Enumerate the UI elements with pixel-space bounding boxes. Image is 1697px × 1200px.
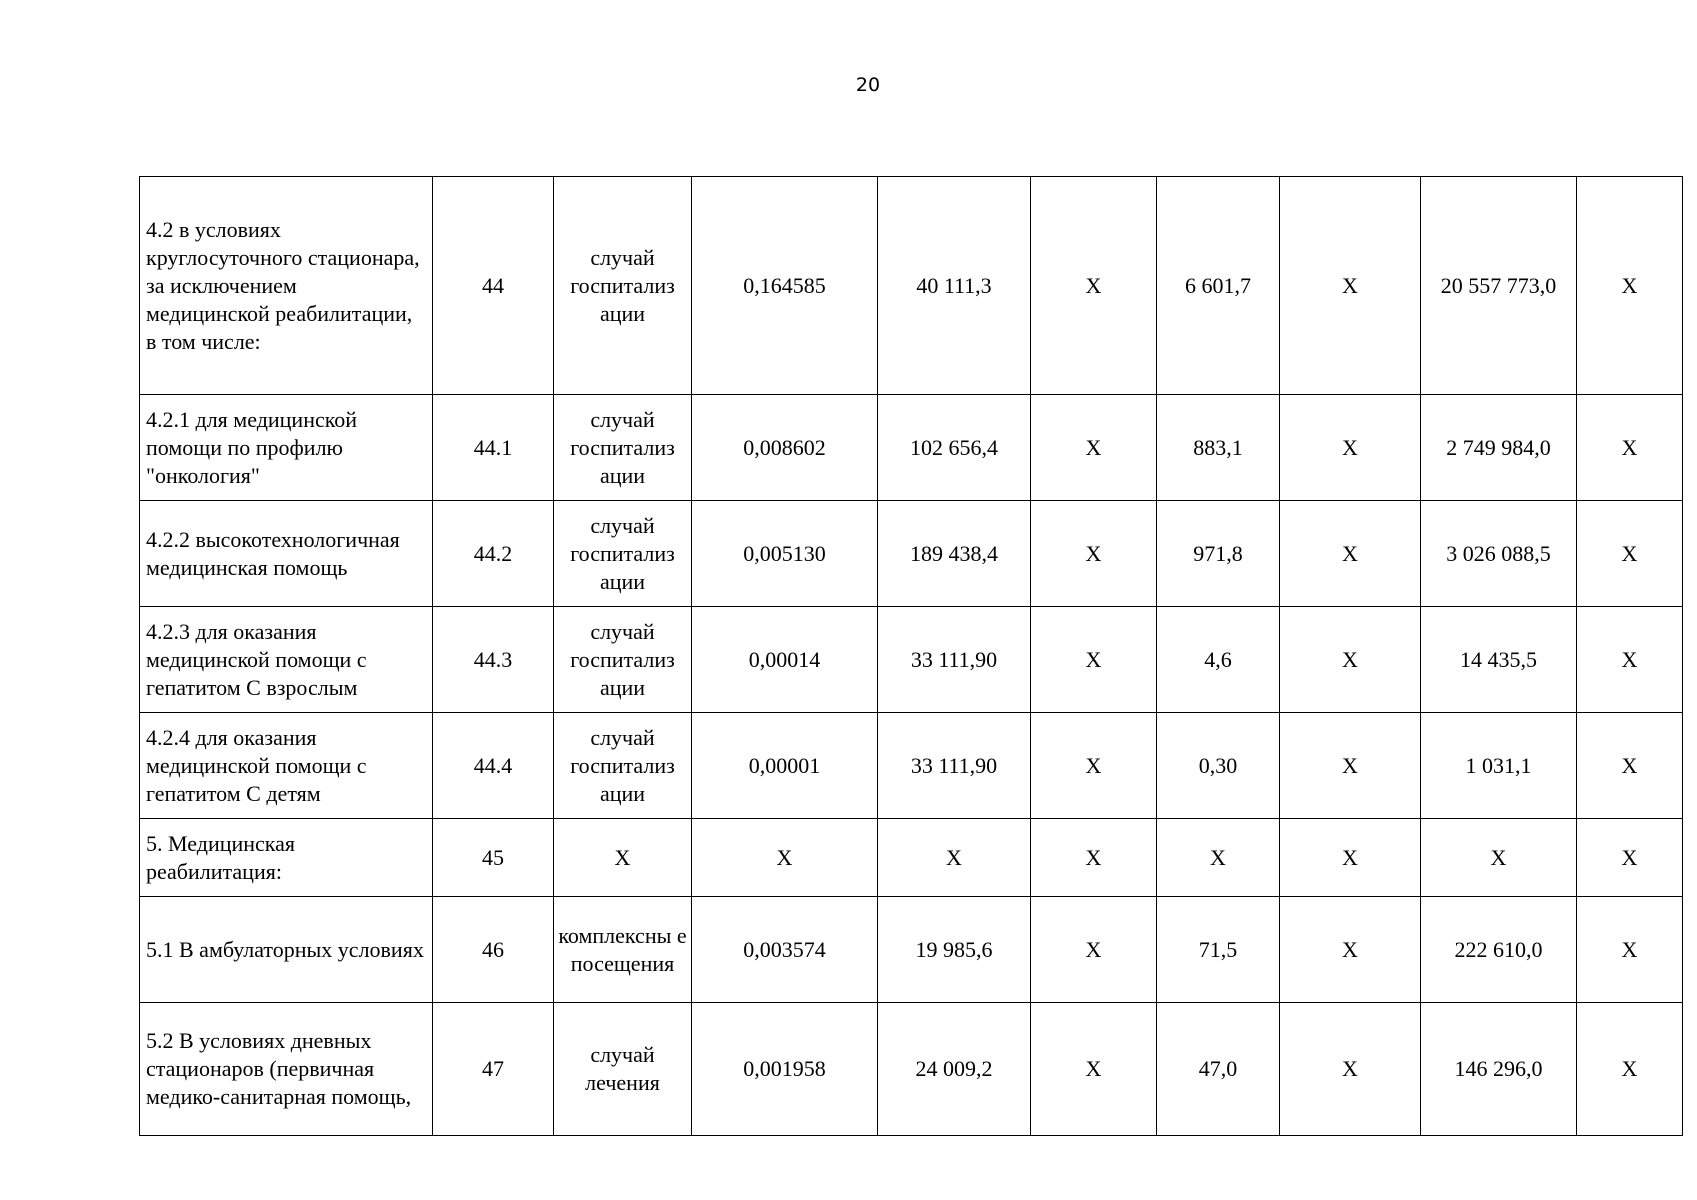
row-norm-cell: 0,003574 (692, 897, 878, 1003)
row-code-cell: 44.1 (433, 395, 554, 501)
row-unit-cell: случай госпитализ ации (554, 713, 692, 819)
row-cost-cell: 189 438,4 (878, 501, 1031, 607)
table-body (140, 177, 1683, 1136)
row-col8-cell: Х (1280, 395, 1421, 501)
row-unit-cell: случай госпитализ ации (554, 395, 692, 501)
row-col10-cell: Х (1577, 501, 1683, 607)
row-cost-cell: 102 656,4 (878, 395, 1031, 501)
row-name-cell: 5. Медицинская реабилитация: (140, 819, 433, 897)
table-row (140, 713, 1683, 819)
row-col8-cell: Х (1280, 501, 1421, 607)
row-col6-cell: Х (1031, 897, 1157, 1003)
row-col6-cell: Х (1031, 395, 1157, 501)
row-norm-cell: Х (692, 819, 878, 897)
row-name-cell: 4.2.2 высокотехнологичная медицинская помощь (140, 501, 433, 607)
row-col10-cell: Х (1577, 819, 1683, 897)
row-norm-cell: 0,00014 (692, 607, 878, 713)
row-code-cell: 45 (433, 819, 554, 897)
table-row (140, 607, 1683, 713)
row-name-cell: 5.1 В амбулаторных условиях (140, 897, 433, 1003)
row-col8-cell: Х (1280, 819, 1421, 897)
row-code-cell: 44.3 (433, 607, 554, 713)
row-name-cell: 5.2 В условиях дневных стационаров (первичная медико-санитарная помощь, (140, 1003, 433, 1136)
row-col6-cell: Х (1031, 1003, 1157, 1136)
table-row (140, 501, 1683, 607)
row-col6-cell: Х (1031, 713, 1157, 819)
row-col7-cell: 0,30 (1157, 713, 1280, 819)
row-code-cell: 44.4 (433, 713, 554, 819)
table-row (140, 1003, 1683, 1136)
row-col7-cell: Х (1157, 819, 1280, 897)
row-name-cell: 4.2.3 для оказания медицинской помощи с гепатитом С взрослым (140, 607, 433, 713)
row-col10-cell: Х (1577, 395, 1683, 501)
row-col8-cell: Х (1280, 713, 1421, 819)
row-col10-cell: Х (1577, 713, 1683, 819)
row-norm-cell: 0,00001 (692, 713, 878, 819)
row-cost-cell: Х (878, 819, 1031, 897)
row-cost-cell: 33 111,90 (878, 713, 1031, 819)
row-unit-cell: случай лечения (554, 1003, 692, 1136)
row-col10-cell: Х (1577, 607, 1683, 713)
table-row (140, 177, 1683, 395)
row-col9-cell: 2 749 984,0 (1421, 395, 1577, 501)
row-norm-cell: 0,005130 (692, 501, 878, 607)
row-unit-cell: комплексны е посещения (554, 897, 692, 1003)
row-unit-cell: случай госпитализ ации (554, 501, 692, 607)
row-name-cell: 4.2 в условиях круглосуточного стационара, за исключением медицинской реабилитации, в том числе: (140, 177, 433, 395)
row-unit-cell: случай госпитализ ации (554, 177, 692, 395)
row-col7-cell: 47,0 (1157, 1003, 1280, 1136)
row-cost-cell: 24 009,2 (878, 1003, 1031, 1136)
page-number: 20 (855, 74, 881, 96)
row-col8-cell: Х (1280, 1003, 1421, 1136)
row-name-cell: 4.2.4 для оказания медицинской помощи с гепатитом С детям (140, 713, 433, 819)
row-col7-cell: 71,5 (1157, 897, 1280, 1003)
row-col9-cell: 222 610,0 (1421, 897, 1577, 1003)
row-cost-cell: 33 111,90 (878, 607, 1031, 713)
row-col10-cell: Х (1577, 897, 1683, 1003)
table-row (140, 395, 1683, 501)
row-unit-cell: Х (554, 819, 692, 897)
row-code-cell: 44 (433, 177, 554, 395)
row-col9-cell: 20 557 773,0 (1421, 177, 1577, 395)
row-col7-cell: 883,1 (1157, 395, 1280, 501)
row-unit-cell: случай госпитализ ации (554, 607, 692, 713)
table-row (140, 897, 1683, 1003)
row-col9-cell: Х (1421, 819, 1577, 897)
row-col9-cell: 146 296,0 (1421, 1003, 1577, 1136)
row-col8-cell: Х (1280, 897, 1421, 1003)
row-col10-cell: Х (1577, 177, 1683, 395)
row-code-cell: 44.2 (433, 501, 554, 607)
row-norm-cell: 0,008602 (692, 395, 878, 501)
table-row (140, 819, 1683, 897)
row-norm-cell: 0,001958 (692, 1003, 878, 1136)
row-col8-cell: Х (1280, 177, 1421, 395)
row-col6-cell: Х (1031, 819, 1157, 897)
row-cost-cell: 40 111,3 (878, 177, 1031, 395)
row-col7-cell: 971,8 (1157, 501, 1280, 607)
row-col9-cell: 3 026 088,5 (1421, 501, 1577, 607)
row-col10-cell: Х (1577, 1003, 1683, 1136)
row-cost-cell: 19 985,6 (878, 897, 1031, 1003)
row-col6-cell: Х (1031, 501, 1157, 607)
row-col6-cell: Х (1031, 177, 1157, 395)
row-name-cell: 4.2.1 для медицинской помощи по профилю "онкология" (140, 395, 433, 501)
row-col7-cell: 6 601,7 (1157, 177, 1280, 395)
row-col6-cell: Х (1031, 607, 1157, 713)
row-col7-cell: 4,6 (1157, 607, 1280, 713)
row-col8-cell: Х (1280, 607, 1421, 713)
row-norm-cell: 0,164585 (692, 177, 878, 395)
data-table (139, 176, 1683, 1136)
row-col9-cell: 14 435,5 (1421, 607, 1577, 713)
row-code-cell: 47 (433, 1003, 554, 1136)
row-code-cell: 46 (433, 897, 554, 1003)
row-col9-cell: 1 031,1 (1421, 713, 1577, 819)
